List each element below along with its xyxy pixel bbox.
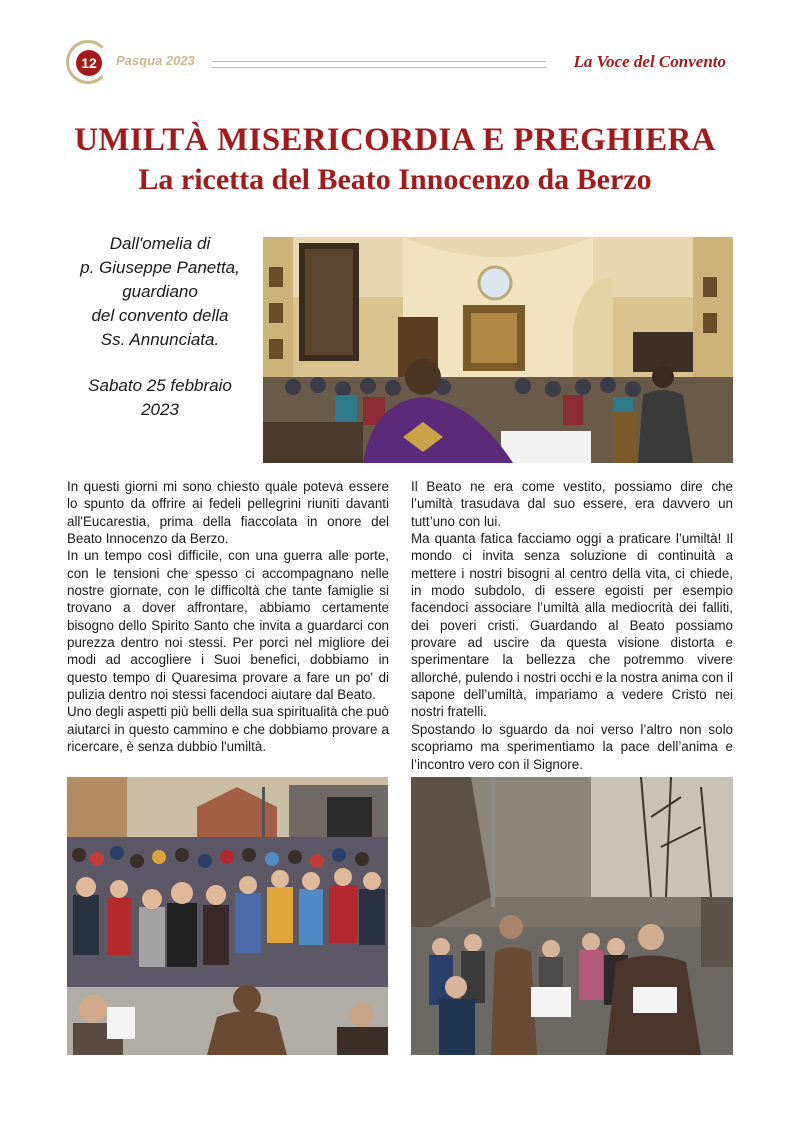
- masthead: La Voce del Convento: [573, 52, 726, 71]
- mountain-path-photo: [411, 777, 733, 1055]
- article-column-left: [67, 478, 389, 756]
- article-column-right: [411, 478, 733, 773]
- paragraph: Uno degli aspetti più belli della sua spiritualità che può aiutarci in questo cammino e che dobbiamo provare a ricercare, è senza dubbio l'umiltà.: [67, 704, 389, 755]
- intro-line: del convento della: [91, 306, 229, 325]
- intro-byline: [60, 232, 260, 422]
- article-title: UMILTÀ MISERICORDIA E PREGHIERA: [74, 122, 716, 158]
- header-rule: [212, 61, 546, 68]
- intro-line: guardiano: [122, 282, 198, 301]
- issue-label: Pasqua 2023: [116, 53, 195, 68]
- paragraph: Spostando lo sguardo da noi verso l’altro non solo scopriamo ma sperimentiamo la pace dell’anima e l’incontro vero con il Signore.: [411, 721, 733, 772]
- crowd-square-photo: [67, 777, 388, 1055]
- intro-date-line: Sabato 25 febbraio: [88, 376, 232, 395]
- intro-line: Ss. Annunciata.: [100, 330, 220, 349]
- intro-date-line: 2023: [141, 400, 179, 419]
- intro-line: Dall'omelia di: [109, 234, 211, 253]
- page-number: 12: [76, 50, 102, 76]
- paragraph: Il Beato ne era come vestito, possiamo dire che l’umiltà trasudava dal suo essere, era davvero un tutt’uno con lui.: [411, 479, 733, 529]
- paragraph: In questi giorni mi sono chiesto quale poteva essere lo spunto da offrire ai fedeli pellegrini riuniti davanti all'Eucarestia, prima della fiaccolata in onore del Beato Innocenzo da Berzo.: [67, 479, 389, 547]
- page-number-badge: [66, 40, 112, 86]
- intro-line: p. Giuseppe Panetta,: [80, 258, 240, 277]
- church-interior-photo: [263, 237, 733, 463]
- paragraph: In un tempo così difficile, con una guerra alle porte, con le tensioni che spesso ci accompagnano nelle nostre giornate, con le difficoltà che tante famiglie si trovano a dover affrontare, abbiamo certamente bisogno dello Spirito Santo che invita a guardarci con purezza dentro noi stessi. Per porci nel migliore dei modi ad accogliere i Suoi benefici, dobbiamo in questo tempo di Quaresima provare a fare un po' di pulizia dentro noi stessi facendoci aiutare dal Beato.: [67, 548, 389, 703]
- article-subtitle: La ricetta del Beato Innocenzo da Berzo: [138, 163, 652, 196]
- paragraph: Ma quanta fatica facciamo oggi a praticare l’umiltà! Il mondo ci invita senza soluzione di continuità a mettere i nostri bisogni al centro della vita, ci chiede, in modo subdolo, di essere egoisti per esempio facendoci associare l’umiltà alla mediocrità dei falliti, dei poveri cristi. Guardando al Beato possiamo provare ad uscire da questa visione distorta e sperimentare la bellezza che potremmo vivere allorché, pulendo i nostri occhi e la nostra anima con il sapone dell’umiltà, impariamo a vedere Cristo nei nostri fratelli.: [411, 531, 733, 720]
